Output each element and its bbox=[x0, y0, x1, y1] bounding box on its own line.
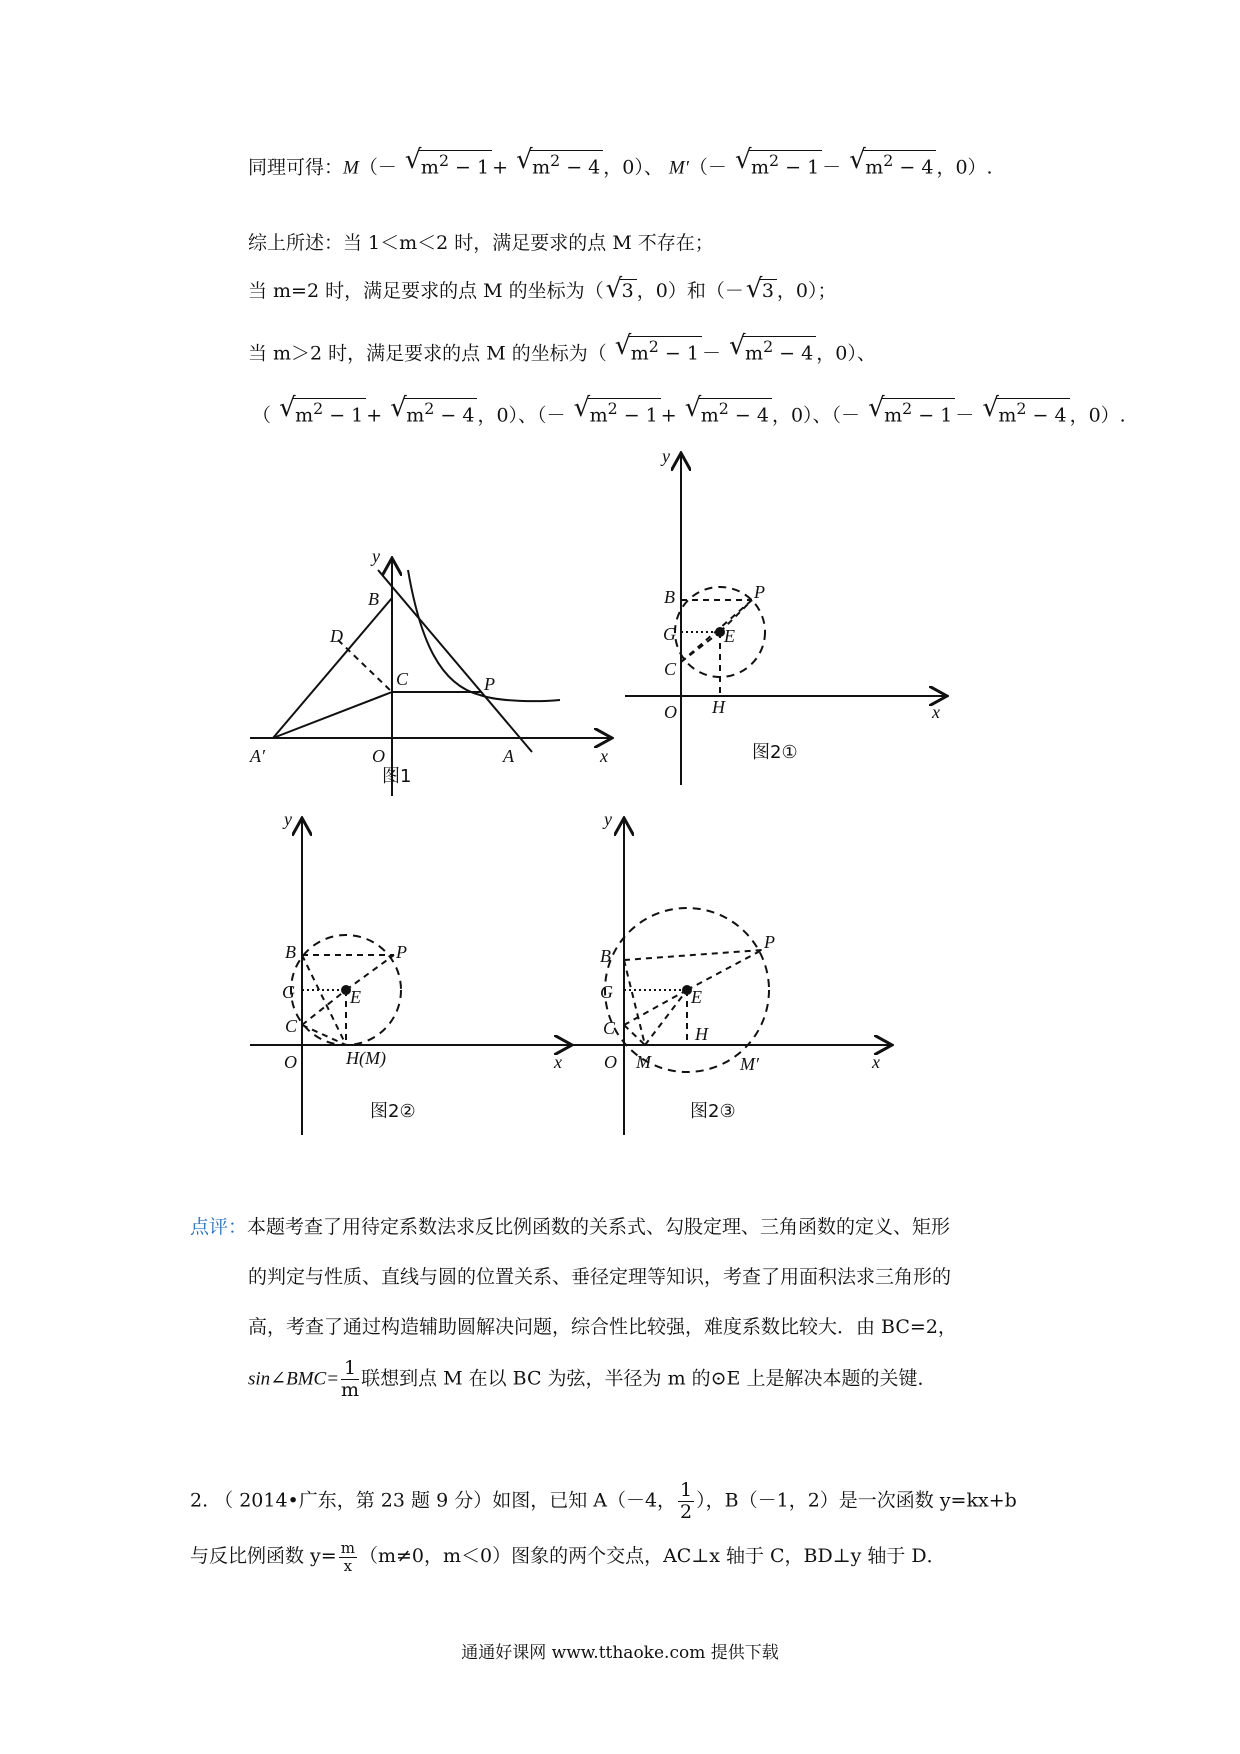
svg-text:P: P bbox=[764, 932, 775, 952]
point-E-2-1 bbox=[716, 628, 724, 636]
svg-text:y: y bbox=[604, 809, 612, 829]
svg-text:M: M bbox=[636, 1052, 651, 1072]
line-m-greater-2: 当 m＞2 时，满足要求的点 M 的坐标为（ √ $m^2 - 1$ － √ $m^2 - 4$ ，0）、 bbox=[248, 336, 876, 365]
svg-text:y: y bbox=[662, 446, 670, 466]
figure-1-labels bbox=[249, 546, 608, 787]
svg-text:A′: A′ bbox=[250, 746, 265, 766]
figure-1 bbox=[250, 560, 610, 796]
svg-text:H: H bbox=[695, 1024, 708, 1044]
svg-text:B: B bbox=[600, 946, 611, 966]
svg-text:P: P bbox=[484, 674, 495, 694]
svg-text:O: O bbox=[284, 1052, 297, 1072]
page-footer: 通通好课网 www.tthaoke.com 提供下载 bbox=[461, 1643, 779, 1663]
line-same-reasoning: 同理可得：M（－ √ $m^2 - 1$ + √ $m^2 - 4$ ，0）、 M′（－ √ $m^2 - 1$ － √ $m^2 - 4$ ，0）. bbox=[248, 150, 993, 179]
line-coordinates: （ √ $m^2 - 1$ + √ $m^2 - 4$ ，0）、（－ √ $m^2 - 1$ + √ $m^2 - 4$ ，0）、（－ √ $m^2 - 1$ － √ $m^2 - 4$ ，0）. bbox=[252, 398, 1126, 427]
svg-text:图2①: 图2① bbox=[752, 742, 798, 763]
svg-text:E: E bbox=[724, 626, 735, 646]
svg-text:x: x bbox=[932, 702, 940, 722]
figure-2-2-labels bbox=[282, 809, 562, 1122]
point-E-2-2 bbox=[342, 986, 350, 994]
svg-text:O: O bbox=[664, 702, 677, 722]
figure-2-3-labels bbox=[600, 809, 880, 1122]
svg-text:y: y bbox=[372, 546, 380, 566]
figure-2-3 bbox=[565, 820, 890, 1135]
figure-2-2 bbox=[250, 820, 570, 1135]
svg-text:C: C bbox=[664, 659, 677, 679]
svg-text:x: x bbox=[872, 1052, 880, 1072]
svg-text:O: O bbox=[604, 1052, 617, 1072]
svg-text:y: y bbox=[284, 809, 292, 829]
svg-text:B: B bbox=[368, 589, 379, 609]
svg-text:H: H bbox=[712, 697, 725, 717]
svg-text:A: A bbox=[503, 746, 514, 766]
svg-text:O: O bbox=[372, 746, 385, 766]
svg-text:x: x bbox=[554, 1052, 562, 1072]
svg-text:图2②: 图2② bbox=[370, 1101, 416, 1122]
svg-text:B: B bbox=[664, 587, 675, 607]
svg-text:P: P bbox=[754, 582, 765, 602]
svg-text:G: G bbox=[663, 624, 676, 644]
svg-text:B: B bbox=[285, 942, 296, 962]
svg-text:图2③: 图2③ bbox=[690, 1101, 736, 1122]
comment-line-3: 高，考查了通过构造辅助圆解决问题，综合性比较强，难度系数比较大．由 BC=2， bbox=[248, 1316, 957, 1338]
question-2-line-1: 2. （ 2014•广东，第 23 题 9 分）如图，已知 A（－4， $\frac{1}{2}$ ），B（－1，2）是一次函数 y=kx+b bbox=[190, 1479, 1017, 1523]
comment-line-2: 的判定与性质、直线与圆的位置关系、垂径定理等知识，考查了用面积法求三角形的 bbox=[248, 1266, 952, 1288]
svg-text:M′: M′ bbox=[740, 1054, 759, 1074]
comment-line-4: sin∠BMC= $\frac{1}{m}$ 联想到点 M 在以 BC 为弦，半径为 m 的⊙E 上是解决本题的关键． bbox=[248, 1357, 937, 1401]
line-m-equals-2: 当 m=2 时，满足要求的点 M 的坐标为（√ 3 ，0）和（－√ 3 ，0）； bbox=[248, 276, 837, 303]
svg-text:图1: 图1 bbox=[382, 766, 412, 787]
figure-2-1 bbox=[625, 455, 945, 785]
line-summary: 综上所述：当 1＜m＜2 时，满足要求的点 M 不存在； bbox=[248, 232, 714, 254]
comment-line-1: 点评：本题考查了用待定系数法求反比例函数的关系式、勾股定理、三角函数的定义、矩形 bbox=[190, 1216, 951, 1238]
svg-text:H(M): H(M) bbox=[346, 1048, 386, 1068]
svg-text:E: E bbox=[691, 987, 702, 1007]
svg-text:G: G bbox=[600, 982, 613, 1002]
svg-text:C: C bbox=[396, 669, 409, 689]
point-E-2-3 bbox=[683, 986, 691, 994]
svg-text:x: x bbox=[600, 746, 608, 766]
svg-text:C: C bbox=[285, 1016, 298, 1036]
svg-text:E: E bbox=[350, 987, 361, 1007]
svg-text:P: P bbox=[396, 942, 407, 962]
svg-text:G: G bbox=[282, 982, 295, 1002]
question-2-line-2: 与反比例函数 y= $\frac{m}{x}$ （m≠0，m＜0）图象的两个交点，AC⊥x 轴于 C，BD⊥y 轴于 D． bbox=[190, 1539, 946, 1575]
svg-text:D: D bbox=[330, 626, 343, 646]
svg-text:C: C bbox=[603, 1018, 616, 1038]
geometry-figures bbox=[0, 440, 1240, 1160]
figure-2-1-labels bbox=[660, 446, 940, 763]
